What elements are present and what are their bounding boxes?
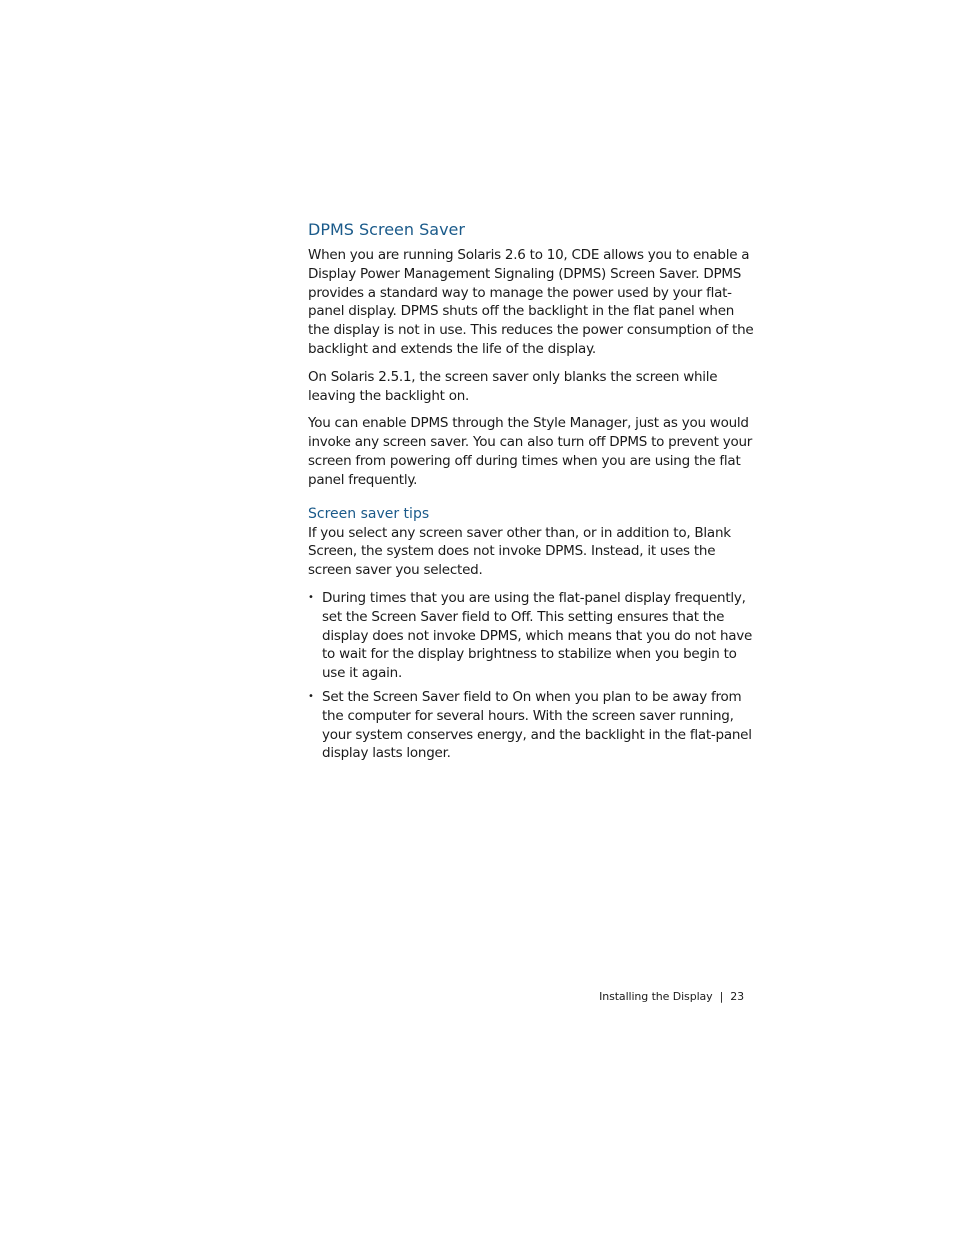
list-item-text: During times that you are using the flat-panel display frequently, set the Screen Saver field to Off. This setting ensures that the display does not invoke DPMS, which means that you do not have to wait for the display brightness to stabilize when you begin to use it again.: [322, 589, 753, 682]
subsection-title: Screen saver tips: [308, 505, 430, 522]
bullet-icon: •: [308, 591, 314, 603]
footer-separator: |: [719, 990, 724, 1003]
paragraph-dpms-intro: When you are running Solaris 2.6 to 10, CDE allows you to enable a Display Power Management Signaling (DPMS) Screen Saver. DPMS provides a standard way to manage the power used by your flat-panel display. DPMS shuts off the backlight in the flat panel when the display is not in use. This reduces the power consumption of the backlight and extends the life of the display.: [308, 247, 754, 357]
page-number: 23: [730, 990, 744, 1003]
page-footer: [560, 989, 744, 1005]
page-content: [308, 218, 758, 768]
paragraph-style-manager: You can enable DPMS through the Style Manager, just as you would invoke any screen saver. You can also turn off DPMS to prevent your screen from powering off during times when you are using the flat panel frequently.: [308, 415, 753, 488]
paragraph-solaris-251: On Solaris 2.5.1, the screen saver only blanks the screen while leaving the backlight on.: [308, 368, 718, 404]
list-item: [308, 589, 758, 683]
tips-list: [308, 589, 758, 763]
list-item-text: Set the Screen Saver field to On when you plan to be away from the computer for several hours. With the screen saver running, your system conserves energy, and the backlight in the flat-panel display lasts longer.: [322, 688, 752, 762]
bullet-icon: •: [308, 690, 314, 702]
paragraph-tips-intro: If you select any screen saver other than, or in addition to, Blank Screen, the system does not invoke DPMS. Instead, it uses the screen saver you selected.: [308, 524, 731, 579]
section-title: DPMS Screen Saver: [308, 220, 465, 239]
footer-chapter: Installing the Display: [599, 990, 713, 1003]
list-item: [308, 688, 758, 763]
